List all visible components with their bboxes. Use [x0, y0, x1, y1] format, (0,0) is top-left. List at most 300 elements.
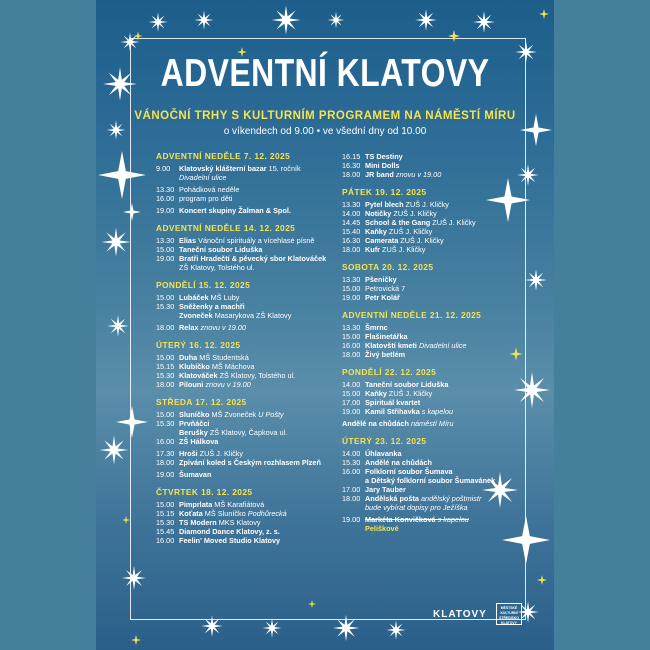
schedule-day	[156, 398, 341, 479]
event-detail: ZŠ Klatovy, Tolstého ul.	[217, 371, 296, 380]
event-time: 18.00	[342, 245, 361, 254]
event-row	[342, 419, 527, 428]
event-detail: ZUŠ J. Kličky	[391, 209, 437, 218]
event-time: 13.30	[342, 323, 361, 332]
event-name: JR band	[365, 170, 394, 179]
event-time: 16.00	[156, 194, 175, 203]
star-icon	[100, 436, 129, 465]
event-detail: MŠ Luby	[208, 293, 240, 302]
event-extra: Podhůrecká	[247, 509, 287, 518]
schedule-day	[156, 152, 341, 215]
event-desc	[179, 245, 341, 254]
event-row	[342, 209, 527, 218]
event-name: Kamil Střihavka	[365, 407, 420, 416]
schedule-day	[156, 281, 341, 332]
event-name: Kaňky	[365, 227, 387, 236]
event-desc	[179, 185, 341, 194]
event-row	[156, 449, 341, 458]
event-detail: 15. ročník	[266, 164, 301, 173]
event-name: Koncert skupiny Žalman & Spol.	[179, 206, 291, 215]
event-desc	[365, 503, 527, 512]
event-time: 19.00	[342, 515, 361, 524]
star-icon	[116, 406, 148, 438]
event-time: 13.30	[156, 236, 175, 245]
event-desc	[365, 227, 527, 236]
opening-hours: o víkendech od 9.00 • ve všední dny od 10.00	[223, 126, 427, 137]
event-desc	[365, 170, 527, 179]
event-time: 15.00	[156, 353, 175, 362]
event-time: 15.40	[342, 227, 361, 236]
event-time: 19.00	[342, 293, 361, 302]
event-name: ZŠ Hálkova	[179, 437, 219, 446]
event-time: 19.00	[156, 470, 175, 479]
day-title: STŘEDA 17. 12. 2025	[156, 397, 247, 407]
day-title: ÚTERÝ 23. 12. 2025	[342, 436, 427, 446]
schedule-right-column	[342, 152, 527, 542]
event-row	[342, 200, 527, 209]
event-name: Spirituál kvartet	[365, 398, 421, 407]
event-row	[342, 332, 527, 341]
event-time: 15.30	[156, 302, 175, 311]
event-time: 18.00	[342, 350, 361, 359]
event-desc	[365, 389, 527, 398]
event-time: 13.30	[342, 275, 361, 284]
event-detail: ZUŠ J. Kličky	[430, 218, 476, 227]
event-desc	[365, 161, 527, 170]
event-detail: MKS Klatovy	[216, 518, 261, 527]
event-name: Kufr	[365, 245, 380, 254]
event-name: Markéta Konvičková	[365, 515, 436, 524]
event-time	[156, 428, 179, 437]
event-desc	[365, 398, 527, 407]
event-name: Andělé na chůdách	[342, 419, 409, 428]
event-detail: MŠ Zvoneček	[209, 410, 259, 419]
event-desc	[365, 380, 527, 389]
event-name: Mini Dolls	[365, 161, 400, 170]
event-time: 13.30	[156, 185, 175, 194]
event-desc	[365, 200, 527, 209]
event-time	[342, 503, 365, 512]
event-row	[342, 380, 527, 389]
event-desc	[179, 518, 341, 527]
star-icon	[134, 32, 143, 41]
event-extra: znovu v 19.00	[200, 323, 246, 332]
event-row	[342, 350, 527, 359]
event-name: Koťata	[179, 509, 203, 518]
event-row	[156, 311, 341, 320]
event-row	[156, 323, 341, 332]
event-time	[156, 311, 179, 320]
event-row	[156, 518, 341, 527]
event-row	[156, 380, 341, 389]
event-row	[342, 293, 527, 302]
klatovy-logo: KLATOVY	[433, 609, 487, 620]
event-extra: s kapelou	[421, 407, 454, 416]
day-title: SOBOTA 20. 12. 2025	[342, 262, 434, 272]
event-desc	[179, 164, 341, 182]
event-name: Feelin' Moved Studio Klatovy	[179, 536, 281, 545]
event-time: 14.00	[342, 209, 361, 218]
event-desc	[365, 275, 527, 284]
event-row	[156, 245, 341, 254]
schedule-day	[156, 341, 341, 389]
event-time: 15.30	[156, 419, 175, 428]
event-time: 15.15	[156, 509, 175, 518]
event-name: Diamond Dance Klatovy, z. s.	[179, 527, 280, 536]
event-name: Petr Kolář	[365, 293, 400, 302]
event-time: 9.00	[156, 164, 171, 173]
event-desc	[179, 509, 341, 518]
event-detail-line2: ZŠ Klatovy, Tolstého ul.	[179, 263, 255, 272]
event-row	[156, 185, 341, 194]
event-detail: ZUŠ J. Kličky	[380, 245, 426, 254]
event-row	[342, 275, 527, 284]
event-desc	[365, 245, 527, 254]
event-name: Prvňáčci	[179, 419, 210, 428]
event-detail: Masarykova ZŠ Klatovy	[212, 311, 292, 320]
event-extra: U Pošty	[258, 410, 284, 419]
event-time: 15.00	[156, 245, 175, 254]
event-time: 14.45	[342, 218, 361, 227]
star-icon	[537, 575, 547, 585]
event-time: 17.30	[156, 449, 175, 458]
event-name: Flašinetářka	[365, 332, 408, 341]
event-row	[156, 293, 341, 302]
star-icon	[98, 151, 146, 199]
event-desc	[179, 449, 341, 458]
star-icon	[272, 6, 301, 35]
event-time: 16.00	[342, 341, 361, 350]
event-desc	[365, 407, 527, 416]
event-row	[156, 206, 341, 215]
event-row	[342, 407, 527, 416]
star-icon	[448, 30, 460, 42]
day-title: PÁTEK 19. 12. 2025	[342, 187, 427, 197]
event-desc	[179, 380, 341, 389]
event-detail: ZUŠ J. Kličky	[403, 200, 449, 209]
event-name: Klatovský klášterní bazar	[179, 164, 267, 173]
event-name: Hroši	[179, 449, 198, 458]
event-desc	[179, 206, 341, 215]
event-row	[342, 485, 527, 494]
event-time: 15.00	[156, 500, 175, 509]
event-time: 19.00	[156, 254, 175, 263]
event-desc	[179, 419, 341, 428]
event-desc	[179, 311, 341, 320]
event-row	[342, 398, 527, 407]
event-name: Šumavan	[179, 470, 212, 479]
event-row	[156, 236, 341, 245]
schedule-day	[342, 263, 527, 302]
event-desc	[365, 524, 527, 533]
event-detail: Vánoční spirituály a vícehlasé písně	[196, 236, 315, 245]
day-title: ADVENTNÍ NEDĚLE 7. 12. 2025	[156, 151, 291, 161]
event-extra: znovu v 19.00	[205, 380, 251, 389]
event-desc	[365, 494, 527, 503]
event-name: Klubíčko	[179, 362, 210, 371]
event-row	[342, 476, 527, 485]
schedule-day	[342, 437, 527, 533]
event-desc	[365, 152, 527, 161]
day-title: PONDĚLÍ 22. 12. 2025	[342, 367, 437, 377]
star-icon	[262, 618, 281, 637]
star-icon	[102, 228, 131, 257]
poster-subtitle: VÁNOČNÍ TRHY S KULTURNÍM PROGRAMEM NA NÁMĚSTÍ MÍRU	[134, 110, 516, 122]
event-name: Úhlavanka	[365, 449, 402, 458]
event-name: Zpívání koled s Českým rozhlasem Plzeň	[179, 458, 321, 467]
event-time: 16.15	[342, 152, 361, 161]
star-icon	[473, 11, 495, 33]
event-row	[156, 509, 341, 518]
event-desc	[365, 467, 527, 476]
event-time: 15.45	[156, 527, 175, 536]
event-row	[342, 161, 527, 170]
event-time: 18.00	[156, 323, 175, 332]
event-desc	[179, 470, 341, 479]
event-desc	[179, 236, 341, 245]
event-time: 16.00	[156, 536, 175, 545]
event-desc	[179, 371, 341, 380]
event-desc	[179, 428, 341, 437]
event-desc	[365, 341, 527, 350]
event-desc	[365, 323, 527, 332]
event-name: Jary Tauber	[365, 485, 406, 494]
star-icon	[148, 12, 167, 31]
event-row	[156, 470, 341, 479]
event-row	[342, 227, 527, 236]
event-desc	[179, 302, 341, 311]
event-time: 15.30	[342, 458, 361, 467]
event-row	[342, 494, 527, 503]
schedule-day	[342, 311, 527, 359]
event-row	[342, 449, 527, 458]
event-desc	[179, 323, 341, 332]
event-extra: s kapelou	[437, 515, 469, 524]
event-desc	[365, 236, 527, 245]
schedule-left-column	[156, 152, 341, 554]
event-time	[342, 524, 365, 533]
event-desc	[365, 485, 527, 494]
day-title: ADVENTNÍ NEDĚLE 14. 12. 2025	[156, 223, 296, 233]
event-detail: program pro děti	[179, 194, 233, 203]
event-desc	[179, 500, 341, 509]
event-detail: MŠ Máchova	[209, 362, 255, 371]
event-row	[342, 170, 527, 179]
star-icon	[525, 269, 547, 291]
event-row	[342, 503, 527, 512]
event-detail: ZUŠ J. Kličky	[197, 449, 244, 458]
event-desc	[179, 353, 341, 362]
event-desc	[179, 254, 341, 272]
event-name: Elias	[179, 236, 197, 245]
event-name: Duha	[179, 353, 198, 362]
star-icon	[194, 10, 213, 29]
event-row	[342, 323, 527, 332]
event-row	[156, 410, 341, 419]
event-row	[156, 254, 341, 272]
event-desc	[365, 209, 527, 218]
event-name: Šmrnc	[365, 323, 388, 332]
event-desc	[365, 218, 527, 227]
event-name: Relax	[179, 323, 199, 332]
event-name: Sluníčko	[179, 410, 210, 419]
event-time: 14.00	[342, 380, 361, 389]
event-time: 18.00	[156, 458, 175, 467]
event-time: 19.00	[342, 407, 361, 416]
event-row	[156, 371, 341, 380]
star-icon	[328, 12, 345, 29]
event-detail-line2: Divadelní ulice	[179, 173, 227, 182]
event-extra: bude vybírat dopisy pro Ježíška	[365, 503, 468, 512]
event-row	[342, 524, 527, 533]
event-desc	[342, 419, 527, 428]
event-name: School & the Gang	[365, 218, 431, 227]
event-name: Taneční soubor Liduška	[179, 245, 263, 254]
schedule-day	[342, 152, 527, 179]
event-time: 16.30	[342, 161, 361, 170]
mks-logo: MĚSTSKÉ KULTURNÍ STŘEDISKO KLATOVY	[496, 603, 522, 625]
star-icon	[333, 615, 359, 641]
event-name: TS Modern	[179, 518, 217, 527]
event-row	[156, 458, 341, 467]
event-row	[342, 284, 527, 293]
event-row	[156, 353, 341, 362]
event-desc	[365, 284, 527, 293]
event-desc	[365, 458, 527, 467]
event-name: Klatovští kmeti	[365, 341, 417, 350]
event-desc	[365, 350, 527, 359]
event-time: 15.30	[156, 518, 175, 527]
event-name: Pytel blech	[365, 200, 404, 209]
event-detail: MŠ Studentská	[197, 353, 249, 362]
event-row	[342, 389, 527, 398]
star-icon	[539, 9, 549, 19]
star-icon	[122, 516, 130, 524]
event-row	[342, 236, 527, 245]
event-desc	[365, 293, 527, 302]
event-time: 15.00	[156, 410, 175, 419]
poster-title: ADVENTNÍ KLATOVY	[160, 52, 490, 95]
schedule-day	[156, 224, 341, 272]
event-row	[156, 527, 341, 536]
event-row	[156, 536, 341, 545]
event-name: Živý betlém	[365, 350, 406, 359]
event-name: Folklorní soubor Šumava	[365, 467, 453, 476]
star-icon	[201, 615, 223, 637]
schedule-day	[156, 488, 341, 545]
poster	[96, 0, 554, 650]
event-name: Berušky	[179, 428, 208, 437]
event-name: Pimprlata	[179, 500, 213, 509]
event-row	[342, 458, 527, 467]
event-desc	[179, 293, 341, 302]
event-detail: ZUŠ J. Kličky	[386, 227, 433, 236]
event-detail: MŠ Karafiátová	[212, 500, 265, 509]
star-icon	[131, 635, 141, 645]
star-icon	[123, 203, 141, 221]
event-row	[156, 194, 341, 203]
event-extra: znovu v 19.00	[395, 170, 442, 179]
event-row	[342, 152, 527, 161]
day-title: PONDĚLÍ 15. 12. 2025	[156, 280, 251, 290]
event-time: 13.30	[342, 200, 361, 209]
event-desc	[365, 449, 527, 458]
event-desc	[179, 437, 341, 446]
event-time: 17.00	[342, 485, 361, 494]
event-extra: náměstí Míru	[410, 419, 454, 428]
event-desc	[179, 362, 341, 371]
event-desc	[179, 536, 341, 545]
event-row	[156, 428, 341, 437]
event-detail: ZŠ Klatovy, Čapkova ul.	[207, 428, 288, 437]
event-desc	[179, 458, 341, 467]
event-desc	[179, 194, 341, 203]
star-icon	[103, 67, 137, 101]
event-name: Lubáček	[179, 293, 209, 302]
event-row	[342, 218, 527, 227]
event-name: Taneční soubor Liduška	[365, 380, 449, 389]
event-time: 15.00	[342, 284, 361, 293]
event-time: 15.00	[342, 332, 361, 341]
event-time: 18.00	[342, 494, 361, 503]
event-row	[156, 362, 341, 371]
star-icon	[386, 620, 405, 639]
event-time	[342, 476, 365, 485]
event-row	[156, 500, 341, 509]
event-row	[342, 467, 527, 476]
event-extra: andělský poštmistr	[420, 494, 482, 503]
event-time: 15.00	[342, 389, 361, 398]
event-time: 17.00	[342, 398, 361, 407]
event-detail: ZUŠ J. Kličky	[386, 389, 433, 398]
event-time: 16.00	[342, 467, 361, 476]
event-time: 15.30	[156, 371, 175, 380]
event-row	[156, 419, 341, 428]
event-name: Bratři Hradečtí & pěvecký sbor Klatováček	[179, 254, 327, 263]
event-name: Peliškové	[365, 524, 399, 533]
event-time: 16.30	[342, 236, 361, 245]
event-name: Andělé na chůdách	[365, 458, 432, 467]
event-row	[342, 245, 527, 254]
event-detail: ZUŠ J. Kličky	[398, 236, 444, 245]
event-name: Klatováček	[179, 371, 218, 380]
schedule-day	[342, 368, 527, 428]
event-detail: MŠ Sluníčko	[202, 509, 248, 518]
event-desc	[179, 410, 341, 419]
star-icon	[107, 315, 129, 337]
event-name: Andělská pošta	[365, 494, 419, 503]
event-desc	[179, 527, 341, 536]
event-name: a Dětský folklorní soubor Šumavánek	[365, 476, 496, 485]
event-row	[342, 515, 527, 524]
day-title: ČTVRTEK 18. 12. 2025	[156, 487, 253, 497]
event-name: Notičky	[365, 209, 392, 218]
event-time: 18.00	[342, 170, 361, 179]
event-time: 16.00	[156, 437, 175, 446]
event-time: 15.00	[156, 293, 175, 302]
event-time: 18.00	[156, 380, 175, 389]
event-row	[156, 437, 341, 446]
event-name: Pšeničky	[365, 275, 397, 284]
event-row	[342, 341, 527, 350]
event-time: 14.00	[342, 449, 361, 458]
event-detail: Pohádková neděle	[179, 185, 240, 194]
star-icon	[415, 9, 437, 31]
event-detail: Petrovická 7	[365, 284, 406, 293]
day-title: ADVENTNÍ NEDĚLE 21. 12. 2025	[342, 310, 482, 320]
star-icon	[515, 41, 537, 63]
event-name: Sněženky a machři	[179, 302, 245, 311]
